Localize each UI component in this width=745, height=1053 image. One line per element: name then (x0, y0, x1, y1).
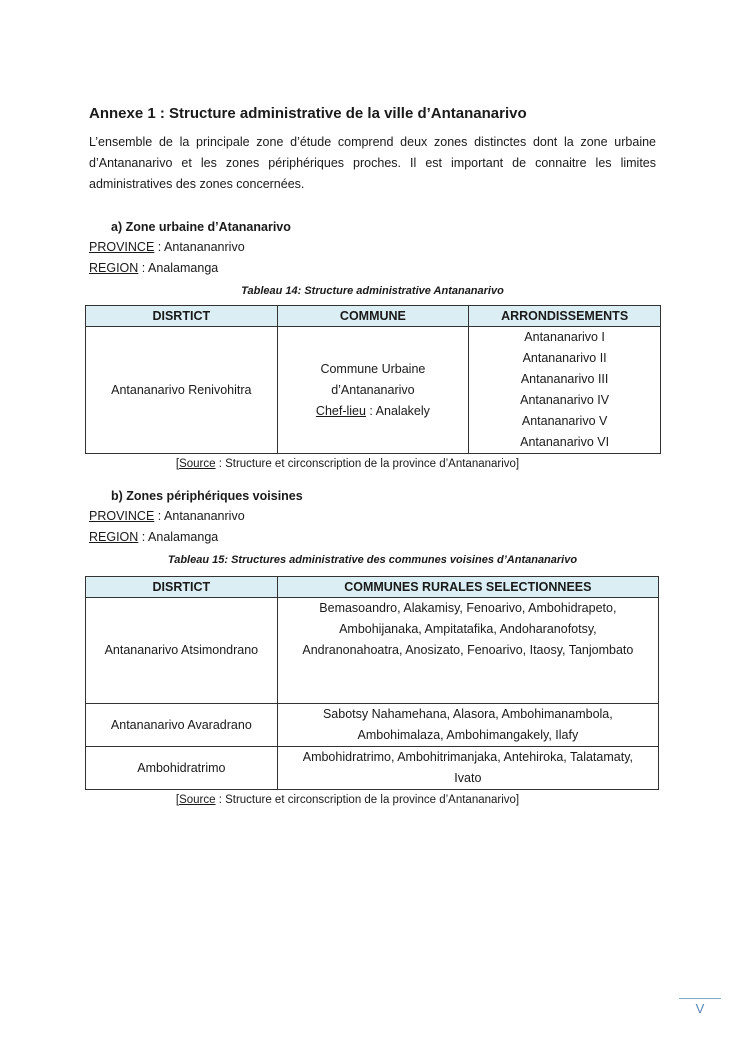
chef-lieu-line (282, 401, 465, 422)
source-text: : Structure et circonscription de la province d’Antananarivo] (215, 794, 520, 806)
section-a-heading: a) Zone urbaine d’Atananarivo (111, 220, 291, 234)
table-14-caption: Tableau 14: Structure administrative Antananarivo (241, 285, 504, 297)
region-label: REGION (89, 261, 139, 275)
province-value: : Antanananrivo (154, 509, 245, 523)
section-a-region (89, 258, 656, 279)
page-number: V (695, 1001, 705, 1016)
source-label: Source (179, 458, 216, 470)
intro-paragraph: L’ensemble de la principale zone d’étude comprend deux zones distinctes dont la zone urbaine d’Antananarivo et les zones périphériques proches. Il est important de connaitre les limites administratives des zones concernées. (89, 135, 656, 191)
district-cell: Ambohidratrimo (86, 747, 278, 790)
header-arrondissements: ARRONDISSEMENTS (469, 306, 661, 327)
header-communes-rurales: COMMUNES RURALES SELECTIONNEES (277, 577, 658, 598)
province-value: : Antanananrivo (154, 240, 245, 254)
table-row (86, 704, 659, 747)
section-b-province (89, 506, 656, 527)
table-row (86, 327, 661, 454)
commune-cell (277, 327, 469, 454)
arrondissements-cell (469, 327, 661, 454)
source-text: : Structure et circonscription de la province d’Antananarivo] (215, 458, 520, 470)
header-commune: COMMUNE (277, 306, 469, 327)
region-label: REGION (89, 530, 139, 544)
table-15-caption: Tableau 15: Structures administrative des communes voisines d’Antananarivo (167, 554, 578, 566)
province-label: PROVINCE (89, 509, 155, 523)
communes-cell: Sabotsy Nahamehana, Alasora, Ambohimanambola, Ambohimalaza, Ambohimangakely, Ilafy (277, 704, 658, 747)
source-label: Source (179, 794, 216, 806)
document-page (89, 104, 656, 808)
table-header-row (86, 577, 659, 598)
annex-title: Annexe 1 : Structure administrative de la ville d’Antananarivo (89, 105, 527, 122)
chef-lieu-label: Chef-lieu (315, 403, 366, 418)
district-cell: Antananarivo Renivohitra (86, 327, 278, 454)
arrondissement-item: Antananarivo I (524, 330, 605, 344)
section-a-province (89, 237, 656, 258)
arrondissement-item: Antananarivo III (520, 372, 609, 386)
district-cell: Antananarivo Avaradrano (86, 704, 278, 747)
table-14 (85, 305, 661, 454)
communes-cell: Bemasoandro, Alakamisy, Fenoarivo, Ambohidrapeto, Ambohijanaka, Ampitatafika, Andoharanofotsy, Andranonahoatra, Anosizato, Fenoarivo, Itaosy, Tanjombato (277, 598, 658, 704)
commune-line: d’Antananarivo (331, 382, 415, 397)
communes-cell: Ambohidratrimo, Ambohitrimanjaka, Antehiroka, Talatamaty, Ivato (277, 747, 658, 790)
province-label: PROVINCE (89, 240, 155, 254)
header-district: DISRTICT (86, 306, 278, 327)
header-district: DISRTICT (86, 577, 278, 598)
section-b-region (89, 527, 656, 548)
table-14-source: [Source : Structure et circonscription de la province d’Antananarivo] (175, 458, 520, 470)
chef-lieu-value: : Analakely (365, 403, 430, 418)
arrondissement-item: Antananarivo IV (520, 393, 610, 407)
arrondissement-item: Antananarivo V (521, 414, 608, 428)
region-value: : Analamanga (138, 530, 219, 544)
arrondissement-item: Antananarivo II (522, 351, 607, 365)
arrondissement-item: Antananarivo VI (520, 435, 610, 449)
table-15 (85, 576, 659, 790)
table-15-source: [Source : Structure et circonscription de la province d’Antananarivo] (175, 794, 520, 806)
table-header-row (86, 306, 661, 327)
district-cell: Antananarivo Atsimondrano (86, 598, 278, 704)
section-b-heading: b) Zones périphériques voisines (111, 489, 303, 503)
commune-line: Commune Urbaine (320, 361, 426, 376)
table-row (86, 747, 659, 790)
footer-rule (679, 998, 721, 999)
table-row (86, 598, 659, 704)
region-value: : Analamanga (138, 261, 219, 275)
